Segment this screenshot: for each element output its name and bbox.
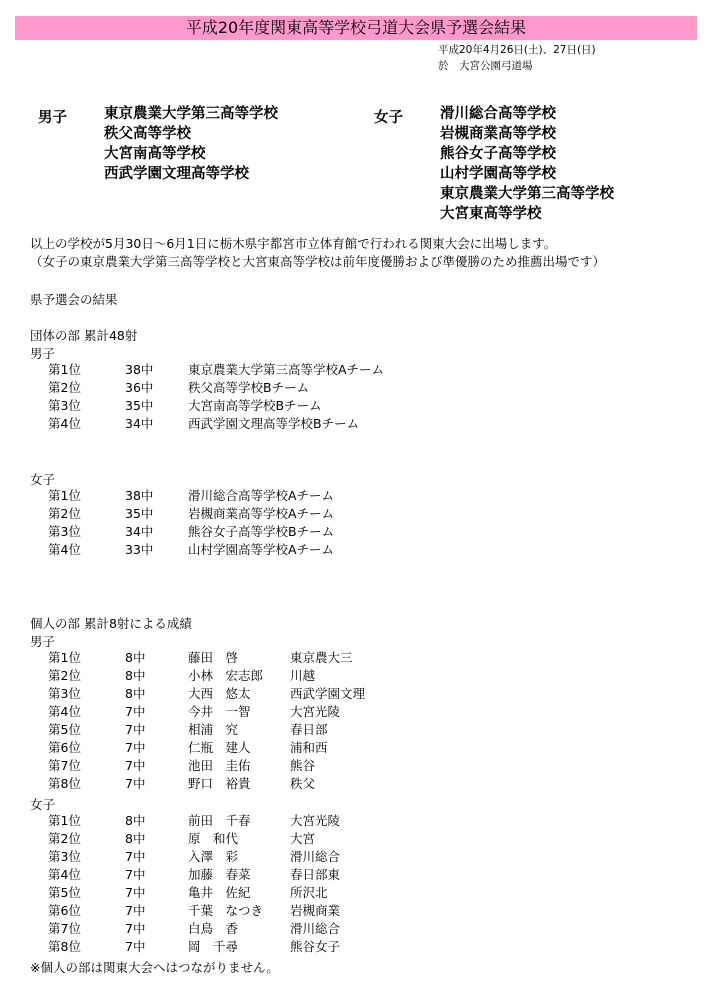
note-line: 以上の学校が5月30日～6月1日に栃木県宇都宮市立体育館で行われる関東大会に出場します。: [30, 236, 557, 251]
archer-name: 千葉 なつき: [188, 903, 264, 918]
score: 7中: [125, 939, 146, 954]
school-name: 滑川総合: [290, 921, 341, 936]
note-line: （女子の東京農業大学第三高等学校と大宮東高等学校は前年度優勝および準優勝のため推薦出場です）: [30, 254, 606, 269]
school-name: 岩槻商業: [290, 903, 341, 918]
team-name: 西武学園文理高等学校Bチーム: [188, 416, 360, 431]
team-name: 滑川総合高等学校Aチーム: [188, 488, 335, 503]
score: 7中: [125, 758, 146, 773]
score: 38中: [125, 362, 154, 377]
score: 8中: [125, 813, 146, 828]
school-name: 西武学園文理: [290, 686, 366, 701]
archer-name: 岡 千尋: [188, 939, 239, 954]
rank: 第2位: [48, 668, 81, 683]
archer-name: 白鳥 香: [188, 921, 239, 936]
score: 7中: [125, 885, 146, 900]
team-name: 東京農業大学第三高等学校Aチーム: [188, 362, 385, 377]
score: 7中: [125, 867, 146, 882]
score: 35中: [125, 398, 154, 413]
school-name: 春日部東: [290, 867, 341, 882]
rank: 第5位: [48, 722, 81, 737]
rank: 第6位: [48, 903, 81, 918]
rank: 第5位: [48, 885, 81, 900]
school-name: 熊谷: [290, 758, 316, 773]
results-heading: 県予選会の結果: [30, 292, 118, 307]
school-name: 春日部: [290, 722, 328, 737]
score: 7中: [125, 740, 146, 755]
rank: 第2位: [48, 506, 81, 521]
score: 8中: [125, 831, 146, 846]
individual-boys-label: 男子: [30, 634, 56, 649]
rank: 第2位: [48, 831, 81, 846]
score: 35中: [125, 506, 154, 521]
score: 7中: [125, 704, 146, 719]
team-name: 秩父高等学校Bチーム: [188, 380, 310, 395]
school-name: 大宮光陵: [290, 704, 341, 719]
qualifier-school: 滑川総合高等学校: [440, 106, 556, 122]
qualifier-school: 東京農業大学第三高等学校: [104, 106, 278, 122]
score: 8中: [125, 650, 146, 665]
archer-name: 仁瓶 建人: [188, 740, 251, 755]
qualifier-school: 大宮南高等学校: [104, 146, 206, 162]
rank: 第2位: [48, 380, 81, 395]
rank: 第1位: [48, 488, 81, 503]
qualifier-school: 山村学園高等学校: [440, 166, 556, 182]
rank: 第4位: [48, 704, 81, 719]
archer-name: 池田 圭佑: [188, 758, 251, 773]
school-name: 大宮光陵: [290, 813, 341, 828]
school-name: 熊谷女子: [290, 939, 341, 954]
rank: 第4位: [48, 416, 81, 431]
score: 8中: [125, 668, 146, 683]
rank: 第1位: [48, 650, 81, 665]
rank: 第3位: [48, 524, 81, 539]
rank: 第1位: [48, 813, 81, 828]
qualifier-school: 東京農業大学第三高等学校: [440, 186, 614, 202]
rank: 第7位: [48, 921, 81, 936]
archer-name: 大西 悠太: [188, 686, 251, 701]
event-venue: 於 大宮公園弓道場: [438, 60, 533, 72]
score: 7中: [125, 903, 146, 918]
rank: 第6位: [48, 740, 81, 755]
archer-name: 今井 一智: [188, 704, 251, 719]
team-name: 山村学園高等学校Aチーム: [188, 542, 335, 557]
individual-section-heading: 個人の部 累計8射による成績: [30, 616, 192, 631]
score: 7中: [125, 849, 146, 864]
qualifiers-boys-list: [104, 104, 278, 184]
qualifier-school: 秩父高等学校: [104, 126, 191, 142]
rank: 第4位: [48, 867, 81, 882]
score: 33中: [125, 542, 154, 557]
archer-name: 藤田 啓: [188, 650, 239, 665]
score: 7中: [125, 921, 146, 936]
team-name: 熊谷女子高等学校Bチーム: [188, 524, 335, 539]
archer-name: 入澤 彩: [188, 849, 239, 864]
team-name: 岩槻商業高等学校Aチーム: [188, 506, 335, 521]
school-name: 浦和西: [290, 740, 328, 755]
score: 34中: [125, 416, 154, 431]
individual-girls-label: 女子: [30, 797, 56, 812]
page-title: 平成20年度関東高等学校弓道大会県予選会結果: [15, 16, 697, 40]
rank: 第3位: [48, 398, 81, 413]
archer-name: 野口 裕貴: [188, 776, 251, 791]
rank: 第4位: [48, 542, 81, 557]
score: 34中: [125, 524, 154, 539]
school-name: 川越: [290, 668, 316, 683]
rank: 第7位: [48, 758, 81, 773]
school-name: 滑川総合: [290, 849, 341, 864]
rank: 第8位: [48, 776, 81, 791]
team-name: 大宮南高等学校Bチーム: [188, 398, 322, 413]
archer-name: 加藤 春菜: [188, 867, 251, 882]
archer-name: 亀井 佐紀: [188, 885, 251, 900]
qualifier-school: 大宮東高等学校: [440, 206, 542, 222]
school-name: 東京農大三: [290, 650, 353, 665]
score: 7中: [125, 776, 146, 791]
archer-name: 小林 宏志郎: [188, 668, 264, 683]
score: 8中: [125, 686, 146, 701]
rank: 第3位: [48, 686, 81, 701]
qualifier-school: 西武学園文理高等学校: [104, 166, 249, 182]
team-section-heading: 団体の部 累計48射: [30, 328, 138, 343]
rank: 第8位: [48, 939, 81, 954]
rank: 第1位: [48, 362, 81, 377]
archer-name: 原 和代: [188, 831, 239, 846]
archer-name: 相浦 究: [188, 722, 239, 737]
team-girls-label: 女子: [30, 472, 56, 487]
qualifiers-girls-list: [440, 104, 614, 224]
school-name: 所沢北: [290, 885, 328, 900]
footnote: ※個人の部は関東大会へはつながりません。: [30, 960, 279, 975]
archer-name: 前田 千春: [188, 813, 251, 828]
score: 36中: [125, 380, 154, 395]
score: 7中: [125, 722, 146, 737]
qualifiers-boys-label: 男子: [38, 110, 67, 126]
school-name: 秩父: [290, 776, 316, 791]
team-boys-label: 男子: [30, 346, 56, 361]
qualifiers-girls-label: 女子: [374, 110, 403, 126]
qualifier-school: 岩槻商業高等学校: [440, 126, 556, 142]
score: 38中: [125, 488, 154, 503]
event-date: 平成20年4月26日(土)、27日(日): [438, 44, 596, 56]
school-name: 大宮: [290, 831, 316, 846]
qualifier-school: 熊谷女子高等学校: [440, 146, 556, 162]
rank: 第3位: [48, 849, 81, 864]
